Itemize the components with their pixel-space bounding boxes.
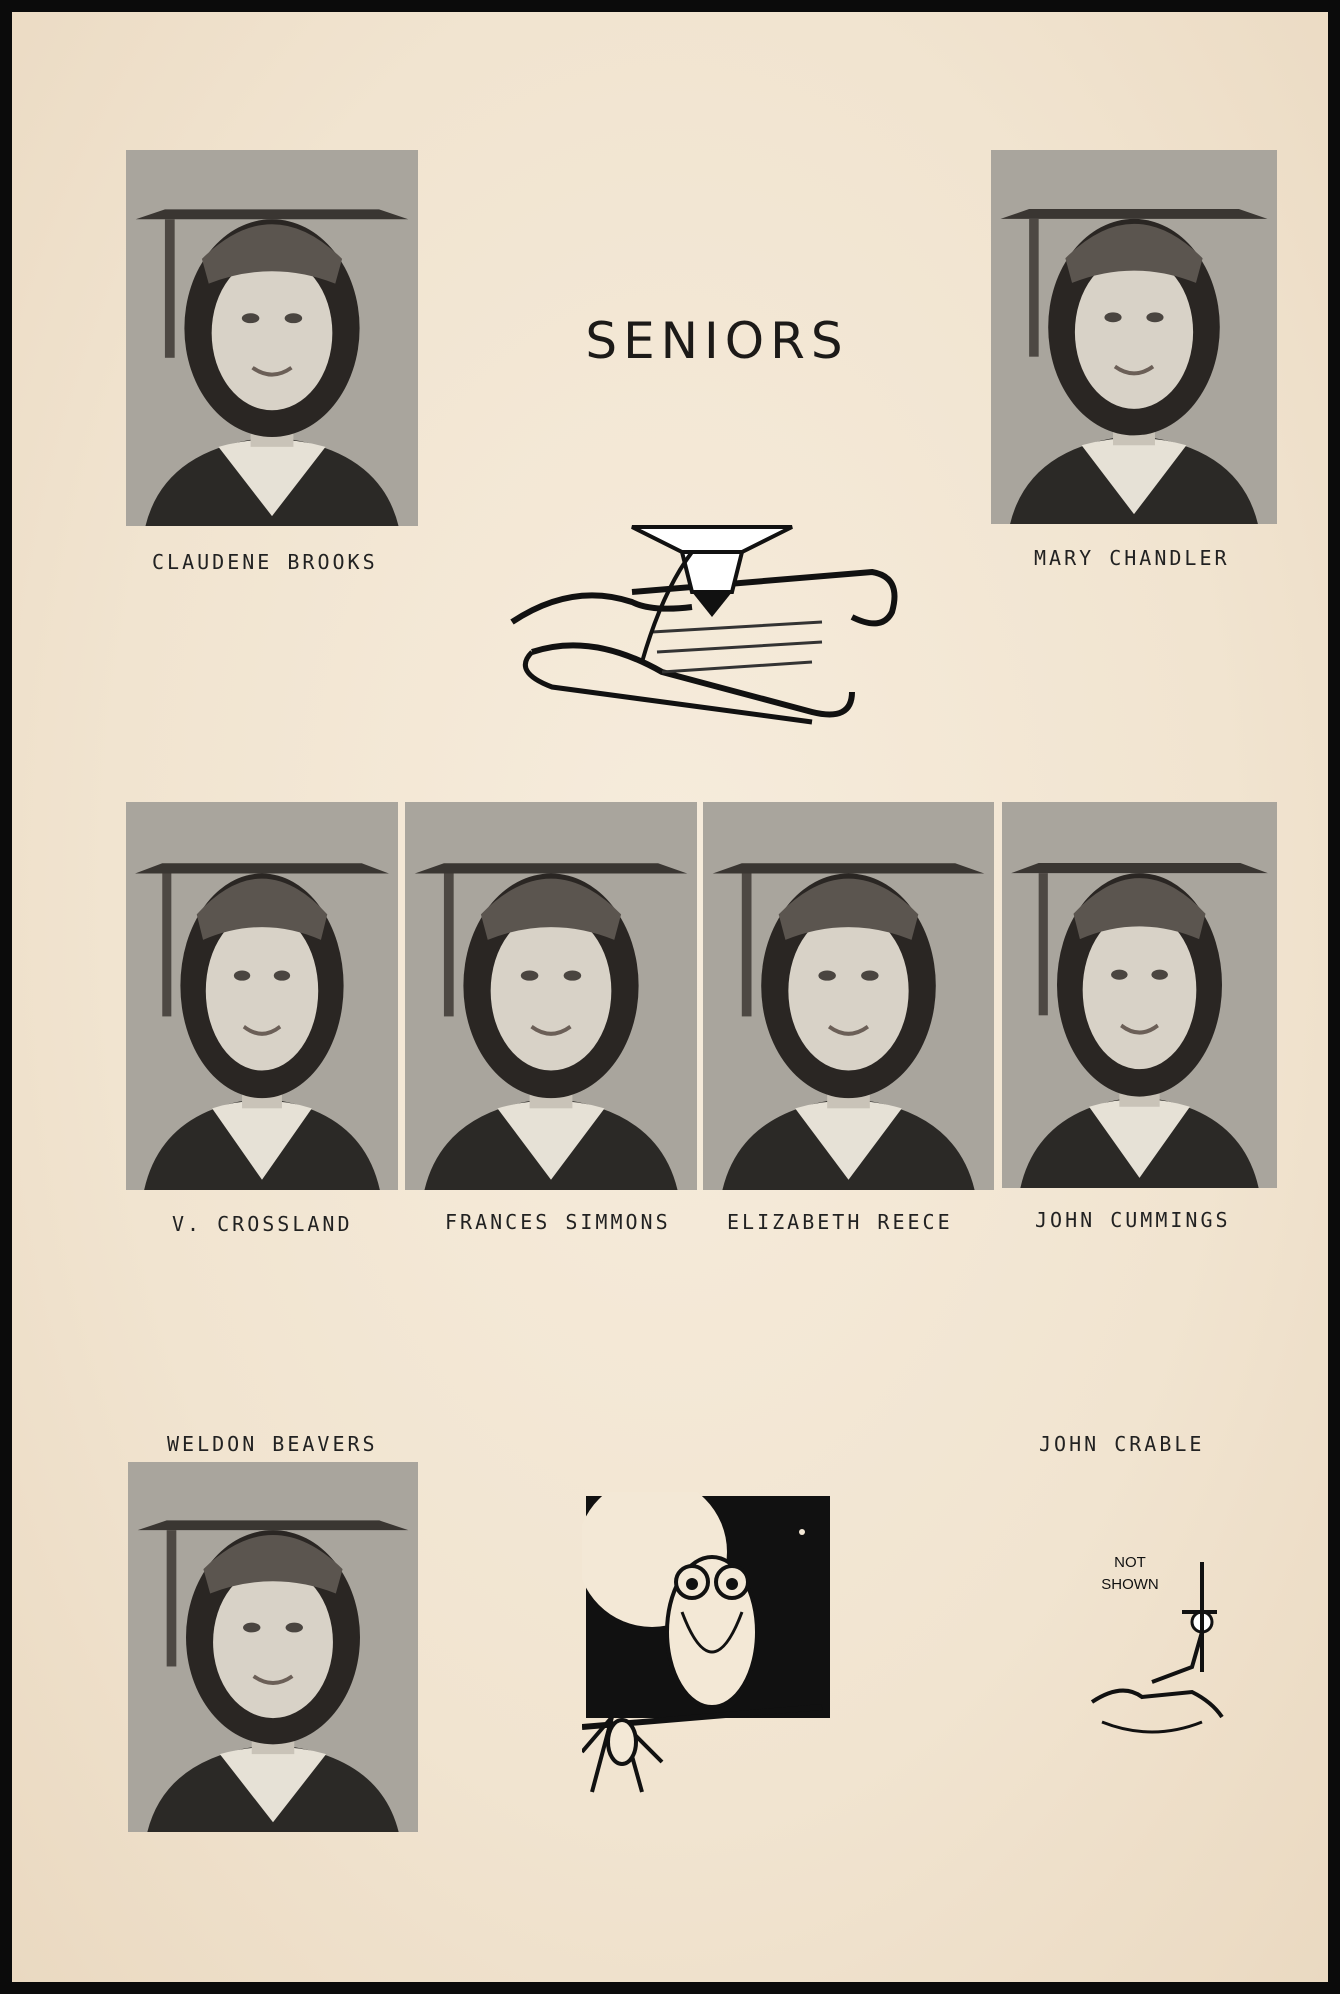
senior-photo bbox=[128, 1462, 418, 1832]
senior-photo bbox=[703, 802, 994, 1190]
senior-photo bbox=[405, 802, 697, 1190]
owl-moon-icon bbox=[582, 1492, 834, 1802]
senior-photo bbox=[991, 150, 1277, 524]
senior-photo bbox=[1002, 802, 1277, 1188]
senior-name: CLAUDENE BROOKS bbox=[152, 550, 378, 574]
senior-name: WELDON BEAVERS bbox=[167, 1432, 378, 1456]
reclining-figure-icon bbox=[1082, 1542, 1232, 1742]
senior-photo bbox=[126, 802, 398, 1190]
not-shown-label: NOT SHOWN bbox=[1101, 1554, 1159, 1593]
yearbook-page bbox=[12, 12, 1328, 1982]
senior-name: FRANCES SIMMONS bbox=[445, 1210, 671, 1234]
senior-name: ELIZABETH REECE bbox=[727, 1210, 953, 1234]
senior-name: JOHN CRABLE bbox=[1039, 1432, 1205, 1456]
diploma-cap-icon bbox=[492, 522, 932, 752]
senior-name: MARY CHANDLER bbox=[1034, 546, 1230, 570]
senior-photo bbox=[126, 150, 418, 526]
senior-name: JOHN CUMMINGS bbox=[1035, 1208, 1231, 1232]
senior-name: V. CROSSLAND bbox=[172, 1212, 353, 1236]
page-title: SENIORS bbox=[585, 312, 849, 370]
